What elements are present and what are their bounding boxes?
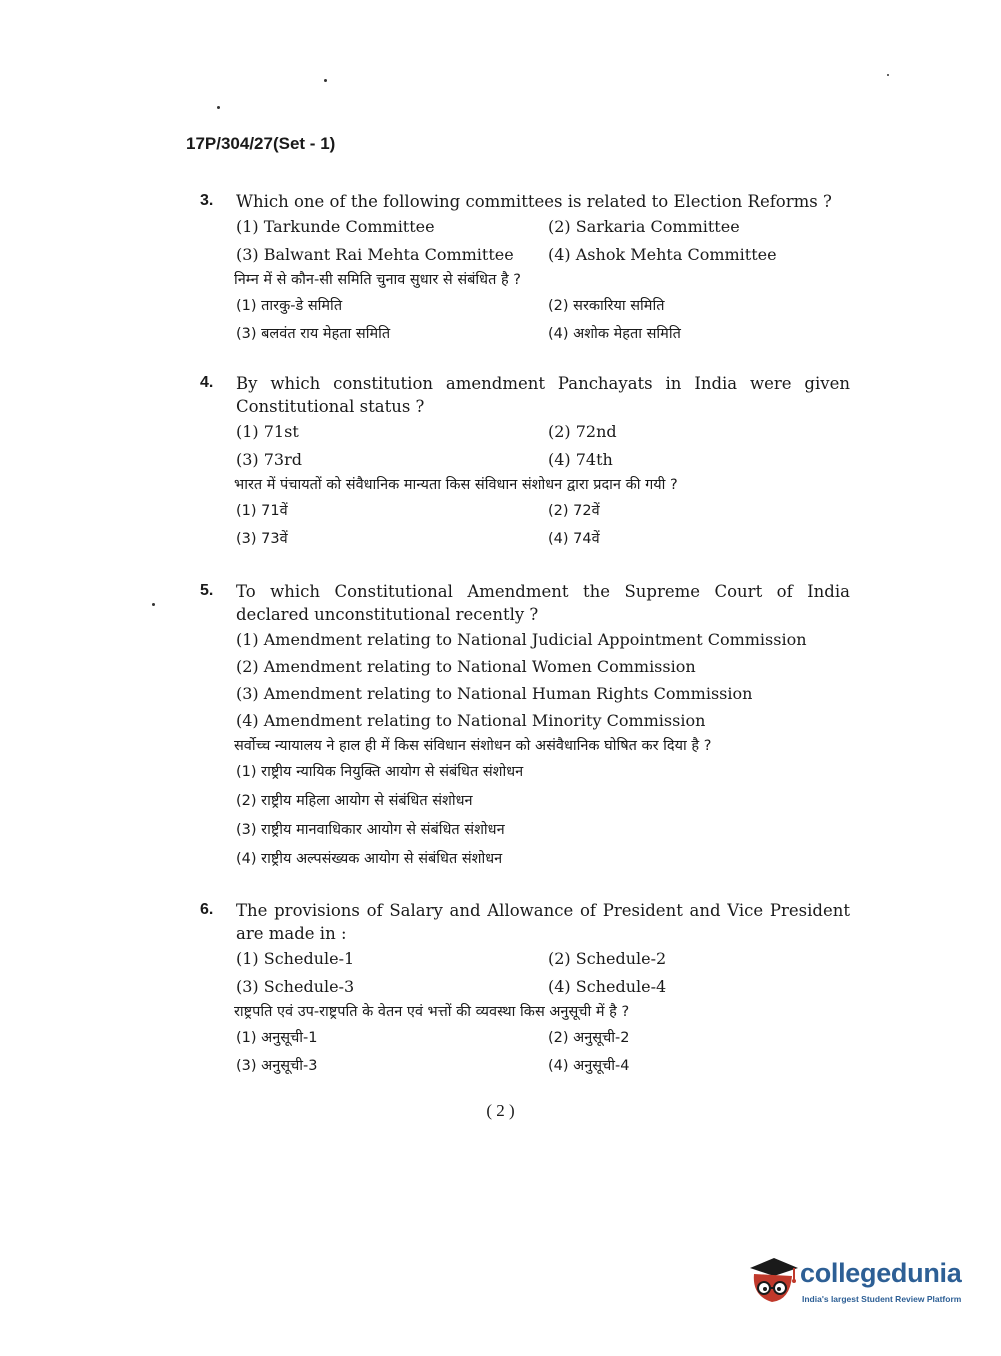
option: (2) सरकारिया समिति bbox=[548, 298, 665, 314]
question-text-en: To which Constitutional Amendment the Supreme Court of India declared unconstitutional recently ? bbox=[236, 582, 850, 624]
option: (3) 73वें bbox=[236, 531, 288, 547]
option: (4) Amendment relating to National Minority Commission bbox=[236, 711, 706, 730]
brand-name: collegedunia bbox=[800, 1258, 962, 1288]
scan-speck bbox=[152, 603, 155, 606]
option: (3) बलवंत राय मेहता समिति bbox=[236, 326, 391, 342]
question-text-hi: राष्ट्रपति एवं उप-राष्ट्रपति के वेतन एवं भत्तों की व्यवस्था किस अनुसूची में है ? bbox=[234, 1004, 630, 1020]
option: (3) Schedule-3 bbox=[236, 977, 355, 996]
question-text-en: The provisions of Salary and Allowance of President and Vice President are made in : bbox=[236, 901, 850, 943]
page-number: ( 2 ) bbox=[486, 1101, 515, 1120]
option: (2) Sarkaria Committee bbox=[548, 217, 740, 236]
option: (4) Ashok Mehta Committee bbox=[548, 245, 777, 264]
option: (2) राष्ट्रीय महिला आयोग से संबंधित संशोधन bbox=[236, 793, 473, 809]
scan-speck bbox=[217, 106, 220, 109]
question-5 bbox=[200, 580, 850, 870]
options-hi bbox=[236, 761, 850, 870]
option: (2) 72वें bbox=[548, 503, 600, 519]
option: (1) 71वें bbox=[236, 503, 288, 519]
question-text-en: Which one of the following committees is related to Election Reforms ? bbox=[236, 192, 832, 211]
question-number: 6. bbox=[200, 901, 214, 918]
option: (4) अनुसूची-4 bbox=[548, 1058, 630, 1074]
mascot-icon bbox=[744, 1252, 802, 1310]
option: (4) राष्ट्रीय अल्पसंख्यक आयोग से संबंधित संशोधन bbox=[236, 851, 503, 867]
option: (1) अनुसूची-1 bbox=[236, 1030, 318, 1046]
option: (1) 71st bbox=[236, 422, 299, 441]
option: (2) 72nd bbox=[548, 422, 617, 441]
brand-tagline: India's largest Student Review Platform bbox=[802, 1294, 962, 1304]
question-6 bbox=[200, 899, 850, 1077]
option: (4) 74वें bbox=[548, 531, 600, 547]
option: (4) 74th bbox=[548, 450, 613, 469]
question-text-hi: सर्वोच्च न्यायालय ने हाल ही में किस संविधान संशोधन को असंवैधानिक घोषित कर दिया है ? bbox=[234, 738, 712, 754]
option: (4) Schedule-4 bbox=[548, 977, 667, 996]
option: (3) Balwant Rai Mehta Committee bbox=[236, 245, 514, 264]
option: (3) अनुसूची-3 bbox=[236, 1058, 318, 1074]
question-number: 3. bbox=[200, 192, 214, 209]
options-en bbox=[236, 629, 850, 732]
option: (1) Amendment relating to National Judicial Appointment Commission bbox=[236, 630, 807, 649]
option: (3) 73rd bbox=[236, 450, 302, 469]
paper-code: 17P/304/27(Set - 1) bbox=[186, 134, 336, 153]
option: (1) Tarkunde Committee bbox=[236, 217, 435, 236]
option: (4) अशोक मेहता समिति bbox=[548, 326, 681, 342]
option: (1) राष्ट्रीय न्यायिक नियुक्ति आयोग से संबंधित संशोधन bbox=[236, 764, 524, 780]
option: (1) तारकु-डे समिति bbox=[236, 298, 343, 314]
question-text-en: By which constitution amendment Panchayats in India were given Constitutional status ? bbox=[236, 374, 850, 416]
question-text-hi: भारत में पंचायतों को संवैधानिक मान्यता किस संविधान संशोधन द्वारा प्रदान की गयी ? bbox=[234, 477, 678, 493]
question-4 bbox=[200, 372, 850, 550]
option: (3) राष्ट्रीय मानवाधिकार आयोग से संबंधित संशोधन bbox=[236, 822, 505, 838]
option: (2) अनुसूची-2 bbox=[548, 1030, 630, 1046]
options-en bbox=[236, 948, 850, 998]
collegedunia-logo[interactable] bbox=[744, 1252, 974, 1312]
question-number: 5. bbox=[200, 582, 214, 599]
options-hi bbox=[236, 500, 850, 550]
question-number: 4. bbox=[200, 374, 214, 391]
option: (2) Schedule-2 bbox=[548, 949, 667, 968]
scan-speck bbox=[887, 74, 889, 76]
question-3 bbox=[200, 190, 850, 345]
options-en bbox=[236, 421, 850, 471]
options-hi bbox=[236, 1027, 850, 1077]
scan-speck bbox=[324, 79, 327, 82]
options-hi bbox=[236, 295, 850, 345]
option: (2) Amendment relating to National Women Commission bbox=[236, 657, 696, 676]
option: (1) Schedule-1 bbox=[236, 949, 355, 968]
option: (3) Amendment relating to National Human Rights Commission bbox=[236, 684, 753, 703]
question-text-hi: निम्न में से कौन-सी समिति चुनाव सुधार से संबंधित है ? bbox=[234, 272, 521, 288]
options-en bbox=[236, 216, 850, 266]
